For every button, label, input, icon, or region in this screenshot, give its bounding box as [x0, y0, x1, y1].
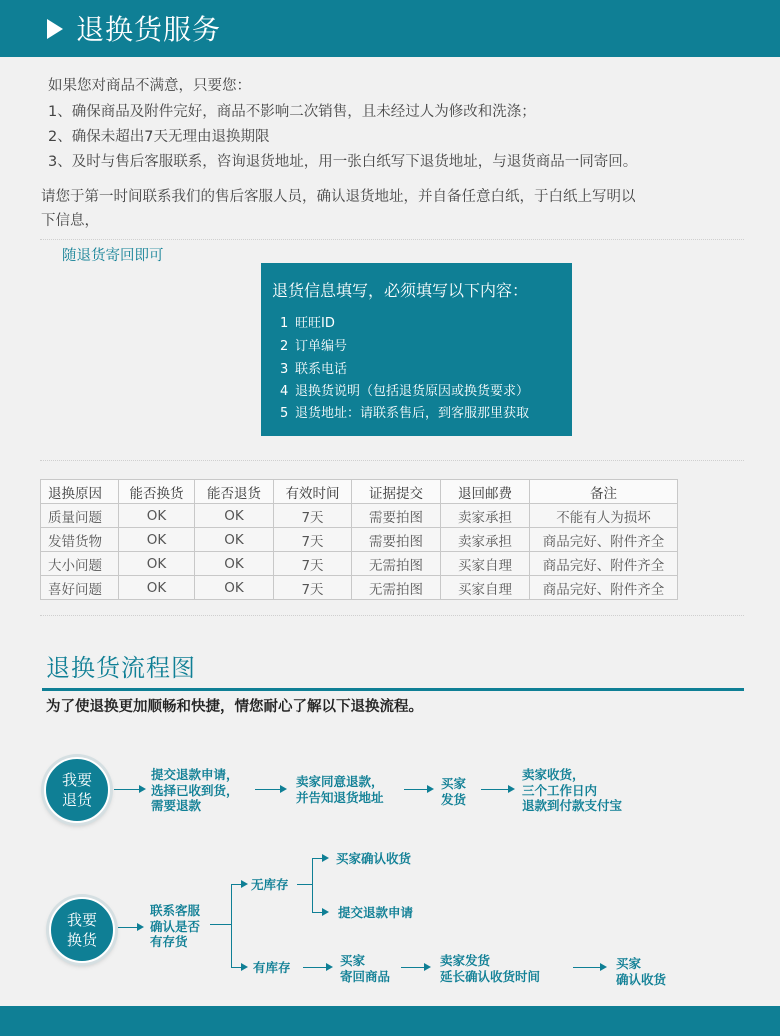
table-row	[41, 504, 678, 528]
flow-subtitle: 为了使退换更加顺畅和快捷，情您耐心了解以下退换流程。	[46, 699, 423, 715]
exchange-flow-circle: 我要 换货	[49, 897, 115, 963]
info-item: 5 退货地址：请联系售后，到客服那里获取	[280, 406, 530, 421]
intro-line: 3、及时与售后客服联系，咨询退货地址，用一张白纸写下退货地址，与退货商品一同寄回。	[48, 154, 638, 170]
info-item: 1 旺旺ID	[280, 316, 335, 331]
intro-line: 2、确保未超出7天无理由退换期限	[48, 129, 270, 145]
table-cell: 喜好问题	[41, 576, 119, 600]
table-cell: 质量问题	[41, 504, 119, 528]
table-header: 能否退货	[195, 480, 274, 504]
in-stock-label: 有库存	[253, 960, 291, 975]
table-cell: 买家自理	[441, 576, 530, 600]
flow-arrow-icon	[114, 789, 144, 790]
table-header: 有效时间	[274, 480, 352, 504]
table-cell: 商品完好、附件齐全	[530, 576, 678, 600]
return-info-box	[261, 263, 572, 436]
divider	[40, 460, 744, 461]
return-step-seller-agree: 卖家同意退款， 并告知退货地址	[296, 774, 384, 805]
table-cell: 卖家承担	[441, 504, 530, 528]
info-item: 4 退换货说明（包括退货原因或换货要求）	[280, 384, 530, 399]
info-item: 3 联系电话	[280, 362, 348, 377]
flow-title: 退换货流程图	[46, 654, 196, 682]
table-cell: 不能有人为损坏	[530, 504, 678, 528]
header-bar	[0, 0, 780, 57]
table-cell: OK	[119, 528, 195, 552]
table-cell: 7天	[274, 528, 352, 552]
table-cell: OK	[119, 552, 195, 576]
no-stock-refund-request: 提交退款申请	[338, 905, 414, 920]
table-row	[41, 576, 678, 600]
return-step-buyer-ship: 买家 发货	[441, 776, 467, 807]
table-row	[41, 552, 678, 576]
flow-arrow-icon	[232, 884, 246, 885]
info-box-title: 退货信息填写，必须填写以下内容：	[272, 281, 529, 300]
table-cell: OK	[195, 504, 274, 528]
intro-line: 如果您对商品不满意，只要您：	[48, 78, 251, 94]
table-cell: 7天	[274, 504, 352, 528]
table-header: 退回邮费	[441, 480, 530, 504]
flow-arrow-icon	[573, 967, 605, 968]
divider	[40, 239, 744, 240]
flow-arrow-icon	[401, 967, 429, 968]
flow-connector	[231, 884, 232, 968]
exchange-step-contact: 联系客服 确认是否 有存货	[150, 903, 201, 949]
footer-bar	[0, 1006, 780, 1036]
flow-arrow-icon	[404, 789, 432, 790]
flow-arrow-icon	[313, 912, 327, 913]
flow-connector	[210, 924, 232, 925]
table-cell: 大小问题	[41, 552, 119, 576]
no-stock-confirm-receipt: 买家确认收货	[336, 851, 412, 866]
flow-arrow-icon	[303, 967, 331, 968]
table-cell: 商品完好、附件齐全	[530, 552, 678, 576]
flow-title-rule	[42, 688, 744, 691]
flow-arrow-icon	[118, 927, 142, 928]
table-cell: OK	[195, 528, 274, 552]
table-header: 退换原因	[41, 480, 119, 504]
return-flow-circle: 我要 退货	[44, 757, 110, 823]
flow-connector	[297, 884, 312, 885]
info-item: 2 订单编号	[280, 339, 348, 354]
table-cell: 7天	[274, 576, 352, 600]
intro-paragraph: 请您于第一时间联系我们的售后客服人员，确认退货地址，并自备任意白纸，于白纸上写明以	[41, 189, 636, 205]
flow-arrow-icon	[481, 789, 513, 790]
table-cell: OK	[195, 576, 274, 600]
table-cell: 买家自理	[441, 552, 530, 576]
in-stock-send-back: 买家 寄回商品	[340, 953, 391, 984]
table-cell: OK	[195, 552, 274, 576]
table-header-row	[41, 480, 678, 504]
no-stock-label: 无库存	[251, 877, 289, 892]
table-cell: 卖家承担	[441, 528, 530, 552]
intro-line: 1、确保商品及附件完好，商品不影响二次销售，且未经过人为修改和洗涤；	[48, 104, 536, 120]
return-note: 随退货寄回即可	[62, 248, 164, 264]
table-cell: 发错货物	[41, 528, 119, 552]
in-stock-seller-ship: 卖家发货 延长确认收货时间	[440, 953, 541, 984]
flow-arrow-icon	[255, 789, 285, 790]
intro-paragraph: 下信息，	[41, 213, 99, 229]
table-header: 证据提交	[352, 480, 441, 504]
table-cell: 7天	[274, 552, 352, 576]
table-header: 备注	[530, 480, 678, 504]
table-cell: 商品完好、附件齐全	[530, 528, 678, 552]
flow-arrow-icon	[313, 858, 327, 859]
return-step-submit: 提交退款申请， 选择已收到货， 需要退款	[151, 767, 239, 813]
page-title: 退换货服务	[76, 13, 222, 46]
play-arrow-icon	[47, 19, 63, 39]
table-cell: 无需拍图	[352, 576, 441, 600]
divider	[40, 615, 744, 616]
table-cell: 需要拍图	[352, 528, 441, 552]
table-header: 能否换货	[119, 480, 195, 504]
return-step-refund: 卖家收货， 三个工作日内 退款到付款支付宝	[522, 767, 623, 813]
table-cell: 需要拍图	[352, 504, 441, 528]
table-cell: OK	[119, 504, 195, 528]
in-stock-confirm-receipt: 买家 确认收货	[616, 956, 667, 987]
flow-arrow-icon	[232, 967, 246, 968]
flow-connector	[312, 858, 313, 913]
table-row	[41, 528, 678, 552]
table-cell: 无需拍图	[352, 552, 441, 576]
return-policy-table	[40, 479, 678, 600]
table-cell: OK	[119, 576, 195, 600]
